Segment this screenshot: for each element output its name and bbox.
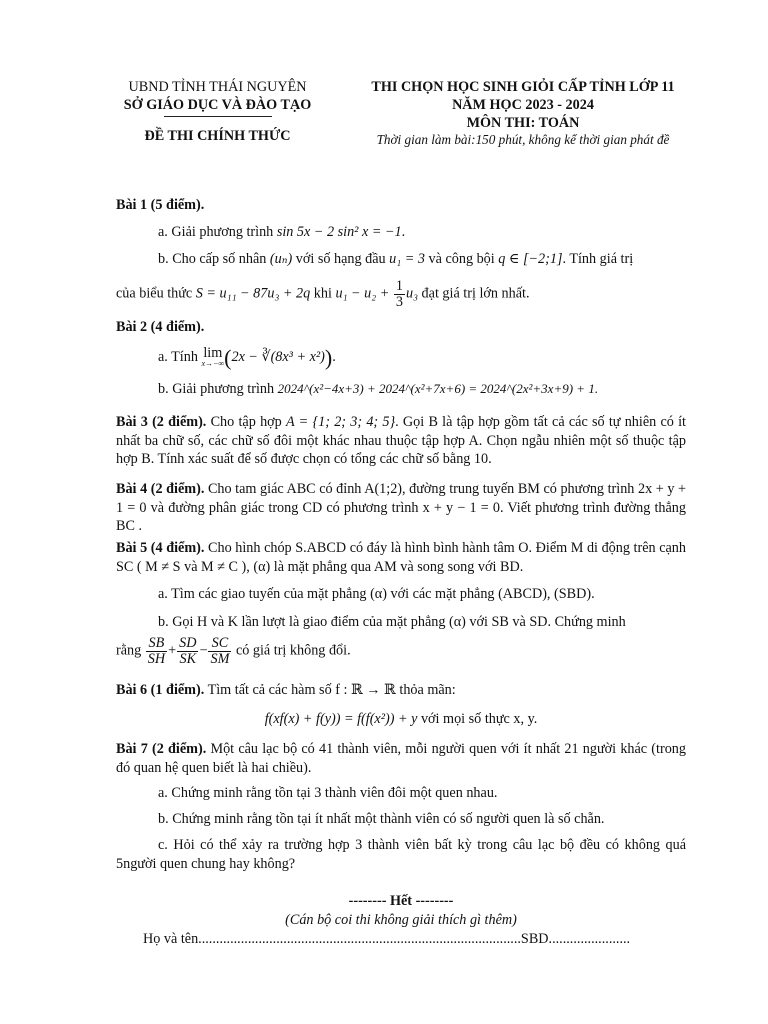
problem-5-title: Bài 5 (4 điểm). [116, 540, 205, 556]
proctor-note: (Cán bộ coi thi không giải thích gì thêm) [285, 911, 517, 928]
problem-5b: b. Gọi H và K lần lượt là giao điểm của mặt phẳng (α) với SB và SD. Chứng minh [158, 614, 626, 631]
problem-3-text-1: Cho tập hợp [206, 414, 286, 430]
problem-2b [116, 380, 686, 399]
problem-7-text: Một câu lạc bộ có 41 thành viên, mỗi người quen với ít nhất 21 người khác (trong đó quan hệ quen biết là hai chiều). [116, 741, 686, 776]
problem-6-title: Bài 6 (1 điểm). [116, 682, 205, 698]
problem-1b [116, 250, 686, 269]
header-rule [164, 116, 272, 117]
problem-5 [116, 539, 686, 667]
exponential-equation: 2024^(x²−4x+3) + 2024^(x²+7x+6) = 2024^(2x²+3x+9) + 1. [277, 380, 599, 396]
problem-3 [116, 413, 686, 469]
functional-equation [116, 710, 686, 729]
limit-expression: 2x − ∛(8x³ + x²) [231, 348, 325, 365]
problem-1b-text-5: của biểu thức [116, 285, 196, 302]
official-exam-label: ĐỀ THI CHÍNH THỨC [144, 128, 291, 145]
problem-4-title: Bài 4 (2 điểm). [116, 481, 205, 497]
first-term: u₁ = 3 [389, 251, 425, 268]
lim-label: lim [203, 345, 223, 362]
limit-operator [201, 346, 224, 368]
problem-1-title: Bài 1 (5 điểm). [116, 197, 205, 213]
problem-1b-text-6: khi [310, 285, 336, 302]
problem-2a-text: a. Tính [158, 348, 202, 365]
problem-2 [116, 318, 686, 399]
frac3-den: SM [210, 650, 230, 667]
problem-2a: a. Tính lim x→−∞ (2x − ∛(8x³ + x²)). [158, 344, 336, 370]
candidate-info-line: Họ và tên...........................................................................................SBD....................... [143, 931, 631, 947]
frac1-num: SB [146, 636, 167, 652]
problem-1a: a. Giải phương trình sin 5x − 2 sin² x = −1. [158, 223, 406, 240]
problem-5-text: Cho hình chóp S.ABCD có đáy là hình bình hành tâm O. Điểm M di động trên cạnh SC ( M ≠ S và M ≠ C ), (α) là mặt phẳng qua AM và song song với BD. [116, 540, 686, 575]
problem-7b: b. Chứng minh rằng tồn tại ít nhất một thành viên có số người quen là số chẵn. [158, 811, 605, 828]
frac1-den: SH [147, 650, 166, 667]
problem-2b-text: b. Giải phương trình [158, 380, 278, 397]
problem-5a: a. Tìm các giao tuyến của mặt phẳng (α) với các mặt phẳng (ABCD), (SBD). [158, 586, 595, 603]
problem-1b-text-3: và công bội [424, 251, 499, 268]
end-marker: -------- Hết -------- [348, 893, 454, 909]
problem-3-text-2: . Gọi B là tập hợp gồm tất cả các số tự nhiên có ít nhất ba chữ số, các chữ số đôi một khác nhau thuộc tập hợp A. Chọn ngẫu nhiên một số thuộc tập hợp B. Tính xác suất để số được chọn có tổng các chữ số bằng 10. [116, 414, 686, 468]
exam-title: THI CHỌN HỌC SINH GIỎI CẤP TỈNH LỚP 11 [371, 79, 675, 95]
problem-1b-text-7: đạt giá trị lớn nhất. [418, 285, 530, 302]
header-right [348, 78, 698, 149]
fraction-SC-SM [208, 636, 231, 667]
problem-6-text: Tìm tất cả các hàm số f : ℝ → ℝ thỏa mãn: [204, 682, 456, 698]
footer [116, 892, 686, 929]
expression-S: S = u₁₁ − 87u₃ + 2q [195, 285, 311, 302]
problem-1a-equation: sin 5x − 2 sin² x = −1 [276, 223, 402, 240]
problem-1b-text-2: với số hạng đầu [292, 251, 390, 268]
problem-1a-text: a. Giải phương trình [158, 223, 277, 240]
problem-5b-post: có giá trị không đổi. [235, 642, 351, 659]
department-name: SỞ GIÁO DỤC VÀ ĐÀO TẠO [123, 97, 312, 114]
problem-7a: a. Chứng minh rằng tồn tại 3 thành viên đôi một quen nhau. [158, 785, 498, 802]
problem-1 [116, 196, 686, 310]
fraction-SD-SK [177, 636, 198, 667]
functional-equation-tail: với mọi số thực x, y. [417, 710, 538, 727]
problem-6 [116, 681, 686, 728]
condition-u3: u₃ [405, 285, 418, 302]
subject: MÔN THI: TOÁN [466, 115, 580, 132]
frac2-num: SD [179, 634, 197, 651]
problem-1b-text-4: . Tính giá trị [562, 251, 634, 268]
school-year: NĂM HỌC 2023 - 2024 [452, 97, 594, 114]
frac3-num: SC [208, 636, 231, 652]
time-allowed: Thời gian làm bài:150 phút, không kể thời gian phát đề [376, 132, 670, 148]
problem-1b-text-1: b. Cho cấp số nhân [158, 251, 270, 268]
problem-3-title: Bài 3 (2 điểm). [116, 414, 207, 430]
problem-7c: c. Hỏi có thể xảy ra trường hợp 3 thành viên bất kỳ trong câu lạc bộ đều có không quá 5người quen chung hay không? [116, 836, 686, 872]
problem-4-text: Cho tam giác ABC có đỉnh A(1;2), đường trung tuyến BM có phương trình 2x + y + 1 = 0 và đường phân giác trong CD có phương trình x + y − 1 = 0. Viết phương trình đường thẳng BC . [116, 481, 686, 535]
functional-equation-expr: f(xf(x) + f(y)) = f(f(x²)) + y [264, 710, 418, 727]
problem-2-title: Bài 2 (4 điểm). [116, 319, 205, 335]
fraction-SB-SH [146, 636, 167, 667]
fraction-one-third: $\frac{1}{3}$ [395, 278, 403, 311]
sequence-symbol: (uₙ) [269, 251, 293, 268]
condition-expr: u₁ − u₂ + [335, 285, 390, 302]
ratio-interval: q ∈ [−2;1] [498, 251, 563, 268]
lim-subscript: x→−∞ [201, 359, 225, 369]
set-A: A = {1; 2; 3; 4; 5} [286, 414, 396, 430]
authority-name: UBND TỈNH THÁI NGUYÊN [128, 79, 307, 95]
problem-5b-cont: rằng $\frac{SB}{SH}$ + $\frac{SD}{SK}$ − $\frac{SC}{SM}$ có giá trị không đổi. [116, 634, 351, 667]
frac2-den: SK [179, 650, 197, 667]
problem-4 [116, 480, 686, 536]
problem-7-title: Bài 7 (2 điểm). [116, 741, 207, 757]
problem-5b-pre: rằng [116, 642, 145, 659]
header-left [100, 78, 335, 145]
problem-1b-cont [116, 279, 686, 310]
problem-7 [116, 740, 686, 873]
